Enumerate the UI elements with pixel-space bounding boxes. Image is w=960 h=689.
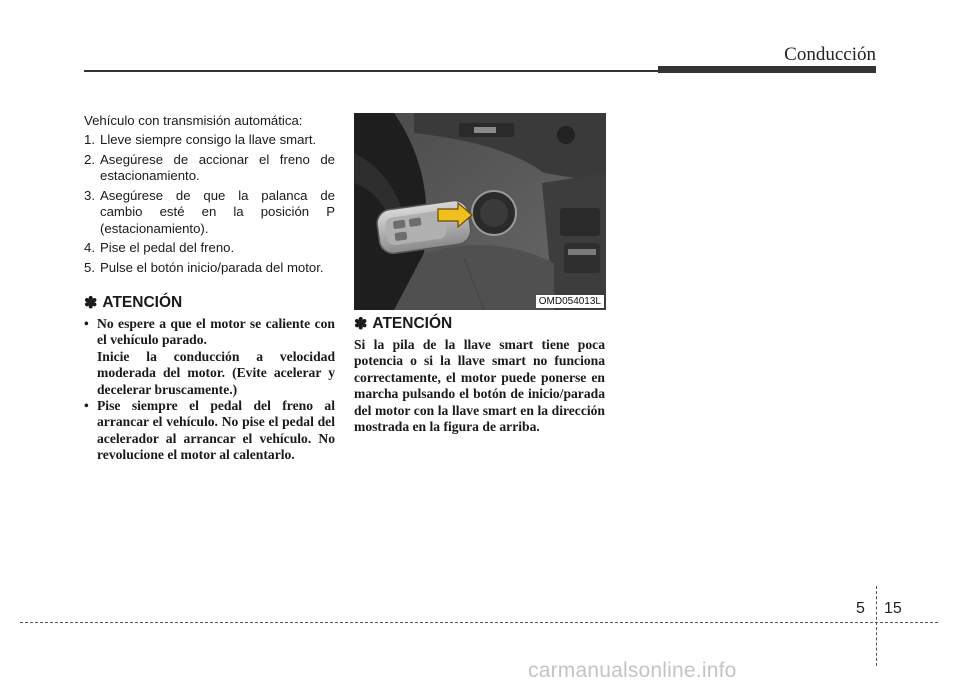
steps-list [84, 132, 335, 276]
dashboard-photo [354, 113, 606, 310]
asterisk-icon: ✽ [354, 316, 368, 333]
step-number: 2. [84, 151, 95, 167]
attention-text: Si la pila de la llave smart tiene poca potencia o si la llave smart no funciona correctamente, el motor puede ponerse en marcha pulsando el botón de inicio/parada del motor con la llave smart en la dirección mostrada en la figura de arriba. [354, 337, 605, 435]
bullet-icon: • [84, 398, 89, 414]
list-item [84, 152, 335, 185]
list-item [84, 188, 335, 238]
attention-heading [354, 314, 605, 334]
list-item [84, 240, 335, 257]
header-rule [84, 70, 660, 72]
footer-vertical-divider [876, 586, 877, 666]
list-item [84, 260, 335, 277]
attention-title: ATENCIÓN [102, 294, 183, 311]
step-text: Pulse el botón inicio/parada del motor. [100, 259, 324, 275]
bullet-sentence-extra: Inicie la conducción a velocidad moderada del motor. (Evite acelerar y decelerar bruscamente.) [97, 348, 335, 397]
header-rule-bar [658, 66, 876, 73]
step-text: Pise el pedal del freno. [100, 240, 235, 255]
step-number: 4. [84, 240, 95, 255]
asterisk-icon: ✽ [84, 295, 98, 312]
step-number: 5. [84, 259, 95, 275]
attention-title: ATENCIÓN [372, 315, 453, 332]
step-number: 3. [84, 187, 95, 203]
page-number: 15 [884, 600, 902, 617]
bullet-sentence: No espere a que el motor se caliente con el vehículo parado. [97, 316, 335, 348]
bullet-text [97, 316, 335, 398]
chapter-number: 5 [856, 600, 865, 617]
footer-divider [20, 622, 938, 623]
bullet-text: Pise siempre el pedal del freno al arrancar el vehículo. No pise el pedal del acelerador al arrancar el vehículo. No revolucione el motor al calentarlo. [97, 398, 335, 463]
right-column [354, 314, 605, 435]
list-item [84, 398, 335, 464]
watermark: carmanualsonline.info [528, 659, 737, 682]
step-text: Asegúrese de accionar el freno de estacionamiento. [100, 151, 335, 183]
figure-code: OMD054013L [536, 295, 604, 308]
left-column [84, 112, 335, 464]
step-number: 1. [84, 132, 95, 147]
step-text: Lleve siempre consigo la llave smart. [100, 132, 317, 147]
section-title: Conducción [784, 44, 876, 65]
bullet-icon: • [84, 316, 89, 331]
step-text: Asegúrese de que la palanca de cambio esté en la posición P (estacionamiento). [100, 187, 335, 236]
list-item [84, 132, 335, 149]
attention-heading [84, 293, 335, 313]
intro-text: Vehículo con transmisión automática: [84, 113, 303, 128]
attention-list [84, 316, 335, 464]
smart-key-illustration [354, 113, 606, 310]
list-item [84, 316, 335, 398]
